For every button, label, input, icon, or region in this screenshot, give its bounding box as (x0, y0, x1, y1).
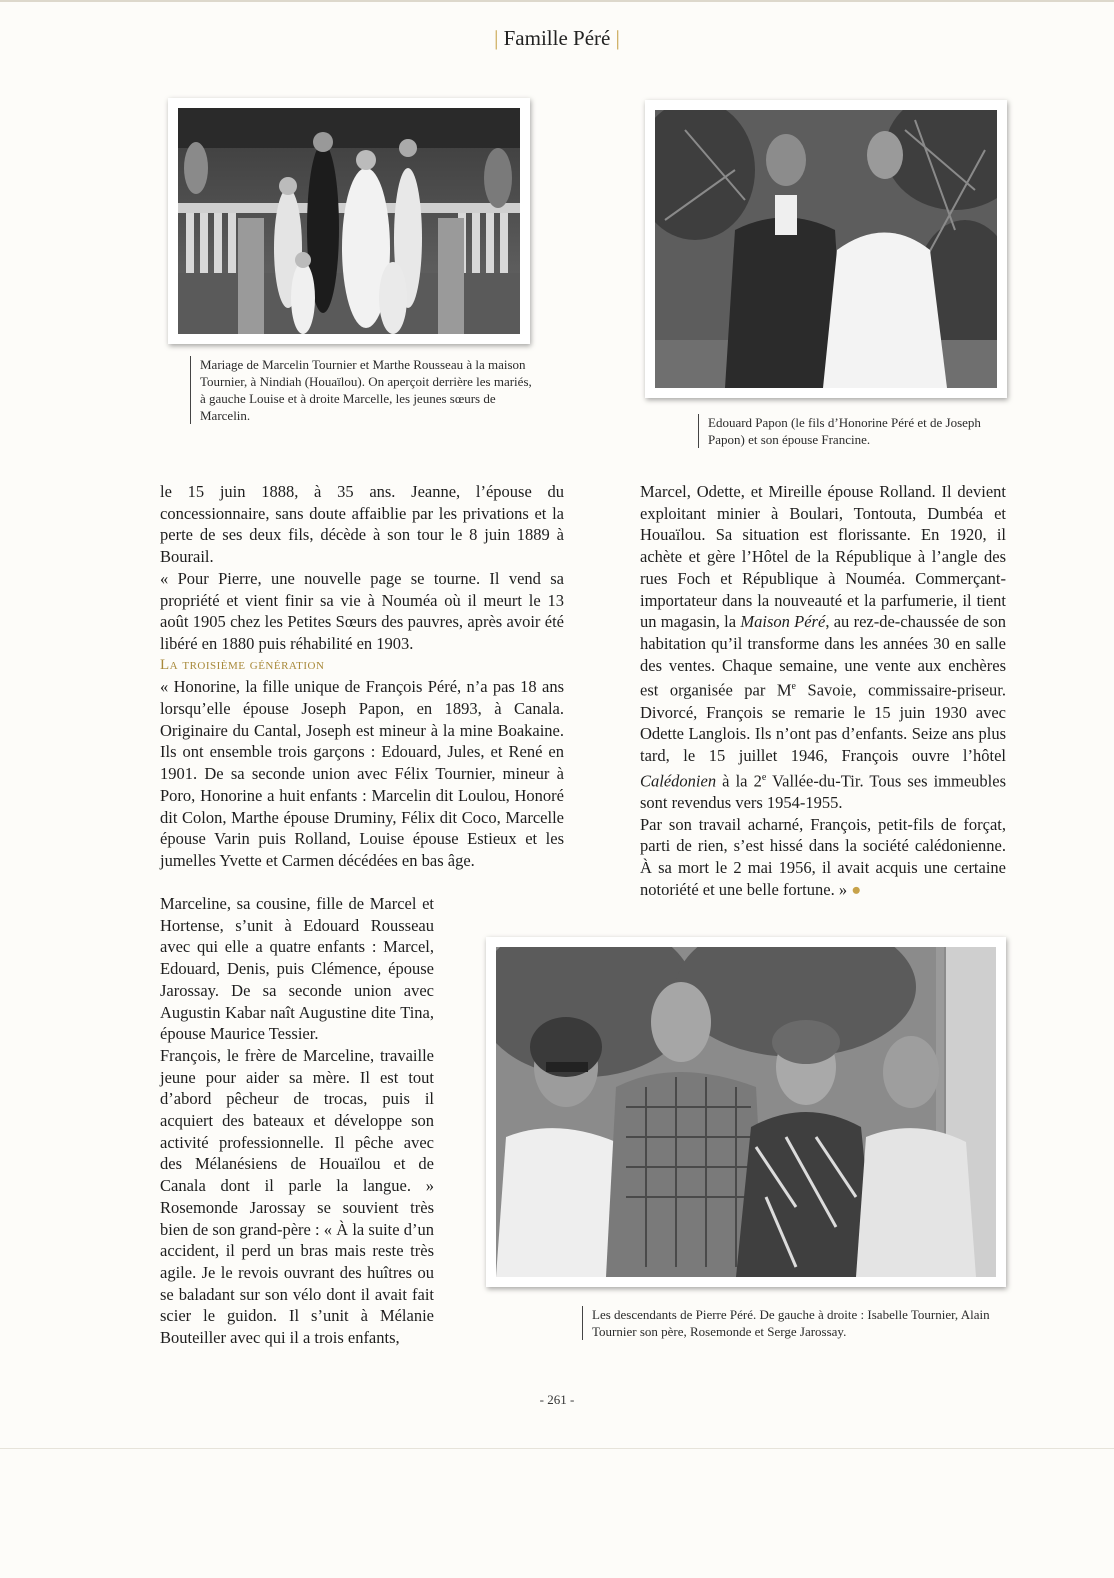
text-run: Savoie, commissaire-priseur. Divorcé, François se remarie le 15 juin 1930 avec Odette Langlois. Ils n’ont pas d’enfants. Seize ans plus tard, le 15 juillet 1946, François ouvre l’hôtel (640, 680, 1006, 765)
left-column (160, 481, 564, 872)
descendants-photo (486, 937, 1006, 1287)
wedding-photo-image (178, 108, 520, 334)
page-number: - 261 - (539, 1392, 575, 1407)
paragraph (640, 481, 1006, 814)
text-run-italic: Calédonien (640, 771, 717, 791)
text-run: Vallée-du-Tir. Tous ses immeubles sont revendus vers 1954-1955. (640, 771, 1006, 812)
caption-names: Isabelle Tournier, Alain Tournier son père, Rosemonde et Serge Jarossay. (592, 1307, 990, 1339)
text-run: Marcel, Odette, et Mireille épouse Rolland. Il devient exploitant minier à Boulari, Tontouta, Dumbéa et Houaïlou. Sa situation est florissante. En 1920, il achète et gère l’Hôtel de la République à l’angle des rues Foch et République à Nouméa. Commerçant-importateur dans la nouveauté et la parfumerie, il tient un magasin, la (640, 482, 1006, 632)
scan-bottom-edge (0, 1448, 1114, 1449)
paragraph (640, 814, 1006, 901)
header-title: Famille Péré (503, 26, 611, 50)
text-run: à la 2 (716, 771, 762, 791)
paragraph: « Pour Pierre, une nouvelle page se tourne. Il vend sa propriété et vient finir sa vie à Nouméa où il meurt le 13 août 1905 chez les Petites Sœurs des pauvres, après avoir été libéré en 1880 puis réhabilité en 1903. (160, 568, 564, 653)
text-superscript: e (761, 771, 767, 783)
descendants-photo-image (496, 947, 996, 1277)
papon-photo (645, 100, 1007, 398)
paragraph: « Honorine, la fille unique de François Péré, n’a pas 18 ans lorsqu’elle épouse Joseph Papon, en 1893, à Canala. Originaire du Cantal, Joseph est mineur à la mine Boakaine. Ils ont ensemble trois garçons : Edouard, Jules, et René en 1901. De sa seconde union avec Félix Tournier, mineur à Poro, Honorine a huit enfants : Marcelin dit Loulou, Honoré dit Colon, Marthe épouse Druminy, Félix dit Coco, Marcelle épouse Varin puis Rolland, Louise épouse Estieux et les jumelles Yvette et Carmen décédées en bas âge. (160, 677, 564, 870)
wedding-photo (168, 98, 530, 344)
end-mark-icon: ● (851, 879, 862, 899)
text-superscript: e (791, 681, 796, 693)
paragraph: François, le frère de Marceline, travaille jeune pour aider sa mère. Il est tout d’abord pêcheur de trocas, puis il acquiert des bateaux et développe son activité professionnelle. Il pêche avec des Mélanésiens de Houaïlou et de Canala dont il parle la langue. » Rosemonde Jarossay se souvient très bien de son grand-père : « À la suite d’un accident, il perd un bras mais reste très agile. Je le revois ouvrant des huîtres ou se baladant sur son vélo dont il avait fait scier le guidon. Il s’unit à Mélanie Bouteiller avec qui il a trois enfants, (160, 1045, 434, 1348)
papon-photo-image (655, 110, 997, 388)
papon-photo-caption (698, 414, 1020, 448)
paragraph: le 15 juin 1888, à 35 ans. Jeanne, l’épouse du concessionnaire, sans doute affaiblie par les privations et la perte de ses deux fils, décède à son tour le 8 juin 1889 à Bourail. (160, 482, 564, 567)
caption-lead: Les descendants de Pierre Péré. De gauche à droite : (592, 1307, 868, 1322)
text-run-italic: Maison Péré (740, 612, 826, 632)
text-run: , au rez-de-chaussée de son habitation qu’il transforme dans les années 30 en salle des ventes. Chaque semaine, une vente aux enchères est organisée par M (640, 612, 1006, 700)
section-heading: La troisième génération (160, 656, 325, 673)
running-header: | Famille Péré | (494, 26, 620, 50)
descendants-photo-caption (582, 1306, 1012, 1340)
right-column (640, 481, 1006, 900)
scan-top-edge (0, 0, 1114, 2)
wedding-photo-caption (190, 356, 540, 424)
caption-text: Edouard Papon (le fils d’Honorine Péré et de Joseph Papon) et son épouse Francine. (708, 415, 981, 447)
caption-text: Mariage de Marcelin Tournier et Marthe Rousseau à la maison Tournier, à Nindiah (Houaïlou). On aperçoit derrière les mariés, à gauche Louise et à droite Marcelle, les jeunes sœurs de Marcelin. (200, 357, 532, 423)
text-run: Par son travail acharné, François, petit-fils de forçat, parti de rien, s’est hissé dans la société calédonienne. À sa mort le 2 mai 1956, il avait acquis une certaine notoriété et une belle fortune. » (640, 814, 1006, 899)
left-column-narrow (160, 893, 434, 1349)
paragraph: Marceline, sa cousine, fille de Marcel et Hortense, s’unit à Edouard Rousseau avec qui elle a quatre enfants : Marcel, Edouard, Denis, puis Clémence, épouse Jarossay. De sa seconde union avec Augustin Kabar naît Augustine dite Tina, épouse Maurice Tessier. (160, 894, 434, 1044)
